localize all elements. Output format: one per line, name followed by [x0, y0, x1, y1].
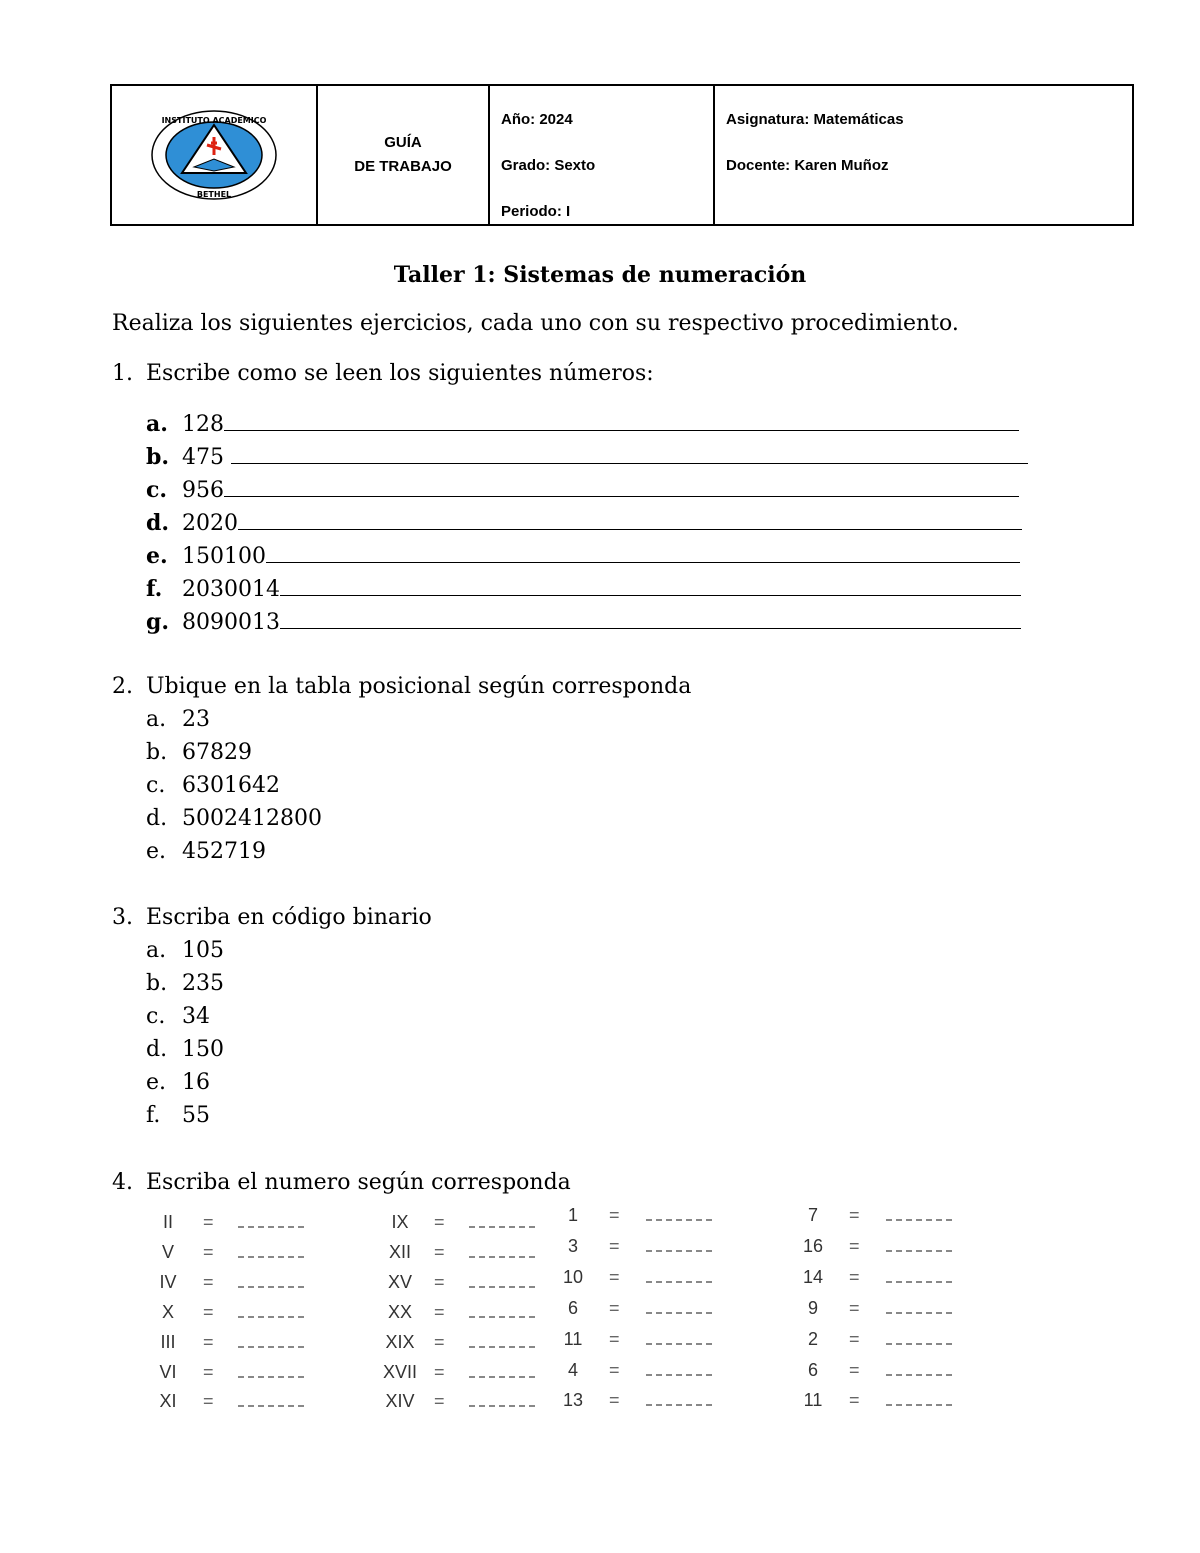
item-value: 105	[182, 938, 224, 963]
answer-blank[interactable]	[646, 1343, 712, 1345]
conversion-value: XV	[387, 1272, 412, 1292]
answer-blank[interactable]	[238, 1346, 304, 1348]
item-label: b.	[146, 971, 168, 996]
item-value: 67829	[182, 740, 252, 765]
item-label: b.	[146, 444, 170, 470]
equals-sign: =	[203, 1212, 214, 1232]
answer-blank[interactable]	[469, 1226, 535, 1228]
conversion-value: V	[161, 1242, 174, 1262]
answer-blank[interactable]	[886, 1404, 952, 1406]
conversion-value: XII	[388, 1242, 411, 1262]
answer-blank[interactable]	[469, 1286, 535, 1288]
equals-sign: =	[849, 1267, 860, 1287]
equals-sign: =	[849, 1329, 860, 1349]
conversion-value: XX	[387, 1302, 412, 1322]
equals-sign: =	[203, 1302, 214, 1322]
conversion-value: III	[160, 1332, 176, 1352]
page-title: Taller 1: Sistemas de numeración	[393, 262, 807, 288]
conversion-value: IX	[391, 1212, 409, 1232]
equals-sign: =	[849, 1205, 860, 1225]
answer-blank[interactable]	[469, 1376, 535, 1378]
item-value: 475	[182, 445, 231, 470]
equals-sign: =	[609, 1298, 620, 1318]
item-label: d.	[146, 806, 168, 831]
conversion-value: 7	[807, 1205, 818, 1225]
item-label: d.	[146, 510, 170, 536]
conversion-value: 3	[567, 1236, 578, 1256]
conversion-value: X	[161, 1302, 174, 1322]
conversion-value: II	[162, 1212, 173, 1232]
item-value: 8090013	[182, 610, 280, 635]
answer-blank[interactable]	[646, 1219, 712, 1221]
conversion-value: 6	[807, 1360, 818, 1380]
item-label: e.	[146, 1070, 167, 1095]
equals-sign: =	[203, 1391, 214, 1411]
answer-blank[interactable]	[238, 1376, 304, 1378]
answer-blank[interactable]	[238, 1286, 304, 1288]
question-number: 4.	[112, 1170, 133, 1195]
answer-blank[interactable]	[886, 1281, 952, 1283]
item-label: b.	[146, 740, 168, 765]
item-label: f.	[146, 1103, 161, 1128]
svg-text:INSTITUTO ACADEMICO: INSTITUTO ACADEMICO	[161, 116, 267, 125]
equals-sign: =	[434, 1362, 445, 1382]
item-value: 16	[182, 1070, 210, 1095]
answer-blank[interactable]	[886, 1219, 952, 1221]
item-value: 23	[182, 707, 210, 732]
question-text: Escribe como se leen los siguientes números:	[146, 361, 654, 386]
item-value: 956	[182, 478, 224, 503]
conversion-value: 9	[807, 1298, 818, 1318]
equals-sign: =	[434, 1242, 445, 1262]
subject-label: Asignatura: Matemáticas	[726, 111, 904, 128]
item-value: 2030014	[182, 577, 280, 602]
svg-text:BETHEL: BETHEL	[196, 190, 232, 199]
question-number: 1.	[112, 361, 133, 386]
equals-sign: =	[849, 1360, 860, 1380]
period-label: Periodo: I	[501, 203, 571, 220]
guide-label: GUÍA	[384, 134, 422, 151]
answer-blank[interactable]	[886, 1250, 952, 1252]
item-label: c.	[146, 477, 168, 503]
equals-sign: =	[609, 1267, 620, 1287]
equals-sign: =	[609, 1329, 620, 1349]
item-value: 150	[182, 1037, 224, 1062]
item-label: a.	[146, 938, 167, 963]
item-label: d.	[146, 1037, 168, 1062]
answer-blank[interactable]	[238, 1405, 304, 1407]
answer-blank[interactable]	[469, 1346, 535, 1348]
item-value: 34	[182, 1004, 210, 1029]
conversion-value: XIX	[385, 1332, 415, 1352]
item-label: e.	[146, 543, 168, 569]
item-value: 235	[182, 971, 224, 996]
answer-blank[interactable]	[469, 1256, 535, 1258]
conversion-value: IV	[159, 1272, 177, 1292]
item-label: f.	[146, 576, 163, 602]
question-number: 3.	[112, 905, 133, 930]
equals-sign: =	[434, 1212, 445, 1232]
answer-blank[interactable]	[886, 1374, 952, 1376]
conversion-value: 14	[802, 1267, 824, 1287]
conversion-value: XIV	[385, 1391, 415, 1411]
conversion-value: 11	[803, 1390, 823, 1410]
equals-sign: =	[434, 1332, 445, 1352]
equals-sign: =	[609, 1390, 620, 1410]
equals-sign: =	[609, 1205, 620, 1225]
equals-sign: =	[609, 1360, 620, 1380]
question-text: Escriba en código binario	[146, 905, 432, 930]
equals-sign: =	[849, 1390, 860, 1410]
grade-label: Grado: Sexto	[501, 157, 596, 174]
answer-blank[interactable]	[469, 1316, 535, 1318]
question-number: 2.	[112, 674, 133, 699]
answer-blank[interactable]	[469, 1405, 535, 1407]
equals-sign: =	[849, 1298, 860, 1318]
equals-sign: =	[434, 1391, 445, 1411]
equals-sign: =	[434, 1302, 445, 1322]
equals-sign: =	[434, 1272, 445, 1292]
answer-blank[interactable]	[646, 1312, 712, 1314]
item-value: 5002412800	[182, 806, 322, 831]
conversion-value: XVII	[382, 1362, 417, 1382]
equals-sign: =	[849, 1236, 860, 1256]
conversion-value: 10	[562, 1267, 584, 1287]
answer-blank[interactable]	[646, 1281, 712, 1283]
question-text: Escriba el numero según corresponda	[146, 1170, 571, 1195]
conversion-value: VI	[159, 1362, 177, 1382]
teacher-label: Docente: Karen Muñoz	[726, 157, 889, 174]
item-value: 2020	[182, 511, 238, 536]
item-label: a.	[146, 707, 167, 732]
item-label: c.	[146, 773, 166, 798]
answer-blank[interactable]	[238, 1226, 304, 1228]
equals-sign: =	[203, 1242, 214, 1262]
item-label: g.	[146, 609, 170, 635]
item-label: a.	[146, 411, 168, 437]
item-value: 55	[182, 1103, 210, 1128]
item-value: 452719	[182, 839, 266, 864]
work-label: DE TRABAJO	[354, 158, 452, 175]
equals-sign: =	[203, 1332, 214, 1352]
question-text: Ubique en la tabla posicional según corresponda	[146, 674, 692, 699]
conversion-value: XI	[159, 1391, 177, 1411]
conversion-value: 16	[802, 1236, 824, 1256]
answer-blank[interactable]	[646, 1374, 712, 1376]
conversion-value: 4	[567, 1360, 578, 1380]
answer-blank[interactable]	[238, 1316, 304, 1318]
equals-sign: =	[609, 1236, 620, 1256]
item-label: e.	[146, 839, 167, 864]
year-label: Año: 2024	[501, 111, 573, 128]
conversion-value: 6	[567, 1298, 578, 1318]
answer-blank[interactable]	[646, 1404, 712, 1406]
intro-text: Realiza los siguientes ejercicios, cada uno con su respectivo procedimiento.	[112, 311, 959, 336]
answer-blank[interactable]	[886, 1312, 952, 1314]
item-value: 150100	[182, 544, 266, 569]
answer-blank[interactable]	[646, 1250, 712, 1252]
item-value: 128	[182, 412, 224, 437]
conversion-value: 1	[567, 1205, 578, 1225]
conversion-value: 13	[562, 1390, 584, 1410]
equals-sign: =	[203, 1362, 214, 1382]
answer-blank[interactable]	[238, 1256, 304, 1258]
item-label: c.	[146, 1004, 166, 1029]
answer-blank[interactable]	[886, 1343, 952, 1345]
conversion-value: 11	[563, 1329, 583, 1349]
conversion-value: 2	[807, 1329, 818, 1349]
equals-sign: =	[203, 1272, 214, 1292]
item-value: 6301642	[182, 773, 280, 798]
